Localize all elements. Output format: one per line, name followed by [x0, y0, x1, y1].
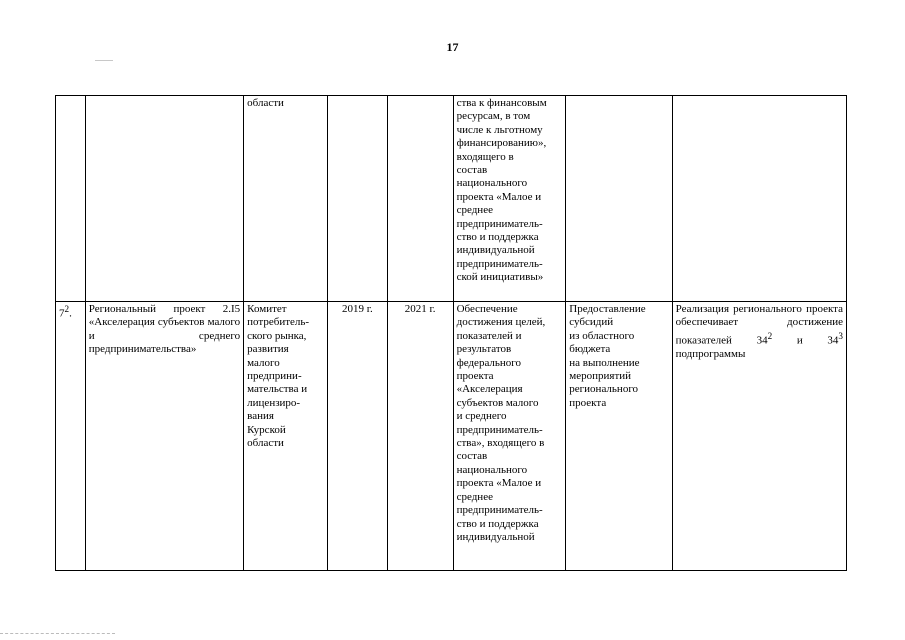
indicator-superscript-2: 3 [838, 330, 843, 341]
row-number: 7 [59, 307, 65, 320]
cell-expected-result: Обеспечение достижения целей, показателей и результатов федерального проекта «Акселерация субъектов малого и среднего предприниматель- ства», входящего в состав национального проекта «Малое и среднее предприниматель- ство и поддержка индивидуальной [453, 302, 566, 571]
cell-expected-result: ства к финансовым ресурсам, в том числе к льготному финансированию», входящего в состав национального проекта «Малое и среднее предприниматель- ство и поддержка индивидуальной предприниматель- ской инициативы» [453, 96, 566, 302]
page-number: 17 [446, 40, 459, 54]
cell-main-directions: Предоставление субсидий из областного бюджета на выполнение мероприятий регионального проекта [566, 302, 672, 571]
cell-main-directions [566, 96, 672, 302]
row-number-superscript: 2 [64, 304, 70, 314]
scan-artifact-line [0, 633, 115, 635]
indicator-superscript-1: 2 [767, 330, 773, 341]
indicator-suffix: подпрограммы [675, 347, 746, 360]
cell-start-year [328, 96, 388, 302]
cell-number [56, 302, 86, 571]
cell-executor: Комитет потребитель- ского рынка, развития малого предприни- мательства и лицензиро- вания Курской области [244, 302, 328, 571]
indicator-text: Реализация регионального проекта обеспечивает достижение показателей 34 [675, 303, 843, 347]
measures-table [55, 95, 847, 571]
cell-number [56, 96, 86, 302]
margin-mark [95, 60, 113, 61]
cell-project: Региональный проект 2.I5 «Акселерация субъектов малого и среднего предпринимательства» [85, 302, 243, 571]
cell-end-year [387, 96, 453, 302]
cell-project [85, 96, 243, 302]
cell-indicator-link [672, 96, 846, 302]
cell-end-year: 2021 г. [387, 302, 453, 571]
cell-start-year: 2019 г. [328, 302, 388, 571]
table-row-7-2 [56, 302, 847, 571]
cell-executor: области [244, 96, 328, 302]
cell-indicator-link [672, 302, 846, 571]
row-number-dot: . [69, 307, 72, 320]
table-row-continuation [56, 96, 847, 302]
indicator-conjunction: и 34 [772, 334, 839, 347]
